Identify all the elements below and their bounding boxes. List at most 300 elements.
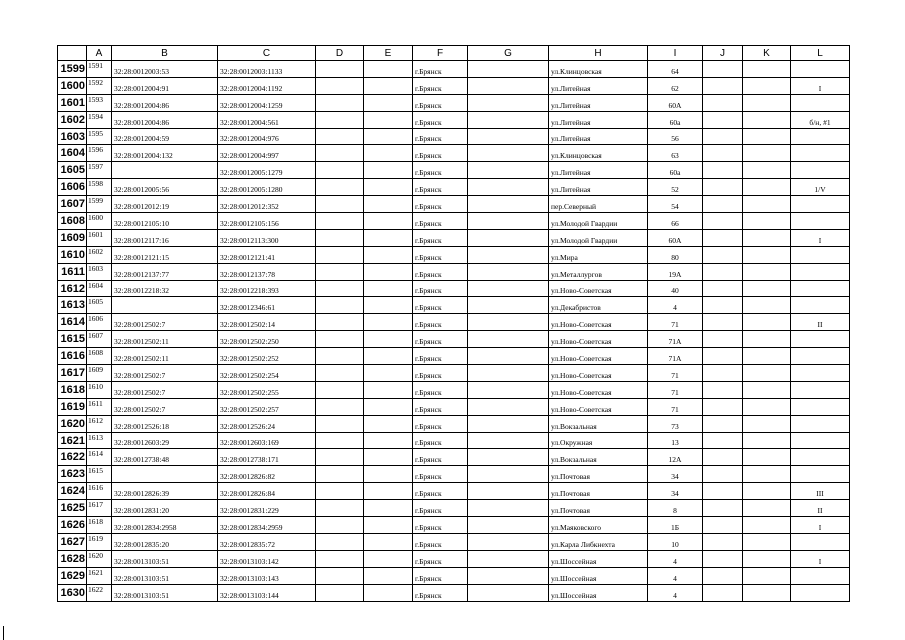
- cell-l[interactable]: [791, 584, 850, 601]
- cell-a[interactable]: 1599: [87, 196, 112, 213]
- cell-k[interactable]: [743, 533, 791, 550]
- cell-b[interactable]: 32:28:0013103:51: [112, 550, 218, 567]
- cell-c[interactable]: 32:28:0012004:997: [218, 145, 316, 162]
- cell-i[interactable]: 60а: [648, 162, 703, 179]
- cell-j[interactable]: [703, 128, 743, 145]
- cell-h[interactable]: ул.Маяковского: [549, 517, 648, 534]
- cell-e[interactable]: [364, 213, 413, 230]
- row-number[interactable]: 1607: [58, 196, 87, 213]
- cell-b[interactable]: 32:28:0012502:7: [112, 314, 218, 331]
- cell-h[interactable]: ул.Клинцовская: [549, 145, 648, 162]
- cell-i[interactable]: 1Б: [648, 517, 703, 534]
- row-number[interactable]: 1622: [58, 449, 87, 466]
- cell-a[interactable]: 1596: [87, 145, 112, 162]
- row-number[interactable]: 1621: [58, 432, 87, 449]
- cell-j[interactable]: [703, 550, 743, 567]
- cell-h[interactable]: ул.Ново-Советская: [549, 331, 648, 348]
- row-number[interactable]: 1608: [58, 213, 87, 230]
- cell-d[interactable]: [316, 128, 364, 145]
- row-number[interactable]: 1629: [58, 567, 87, 584]
- cell-f[interactable]: г.Брянск: [413, 398, 468, 415]
- cell-l[interactable]: I: [791, 77, 850, 94]
- cell-j[interactable]: [703, 567, 743, 584]
- cell-b[interactable]: [112, 466, 218, 483]
- cell-l[interactable]: I: [791, 550, 850, 567]
- cell-e[interactable]: [364, 550, 413, 567]
- cell-k[interactable]: [743, 432, 791, 449]
- cell-i[interactable]: 12А: [648, 449, 703, 466]
- cell-c[interactable]: 32:28:0012113:300: [218, 229, 316, 246]
- cell-a[interactable]: 1593: [87, 94, 112, 111]
- cell-l[interactable]: [791, 94, 850, 111]
- cell-f[interactable]: г.Брянск: [413, 331, 468, 348]
- column-header-g[interactable]: G: [468, 46, 549, 61]
- cell-b[interactable]: 32:28:0012004:86: [112, 94, 218, 111]
- cell-j[interactable]: [703, 381, 743, 398]
- cell-f[interactable]: г.Брянск: [413, 196, 468, 213]
- cell-k[interactable]: [743, 415, 791, 432]
- cell-l[interactable]: II: [791, 314, 850, 331]
- cell-b[interactable]: 32:28:0012502:11: [112, 348, 218, 365]
- cell-b[interactable]: 32:28:0012105:10: [112, 213, 218, 230]
- cell-a[interactable]: 1622: [87, 584, 112, 601]
- row-number[interactable]: 1605: [58, 162, 87, 179]
- cell-a[interactable]: 1598: [87, 179, 112, 196]
- cell-j[interactable]: [703, 415, 743, 432]
- cell-h[interactable]: ул.Декабристов: [549, 297, 648, 314]
- cell-j[interactable]: [703, 398, 743, 415]
- cell-g[interactable]: [468, 128, 549, 145]
- cell-g[interactable]: [468, 263, 549, 280]
- cell-b[interactable]: 32:28:0013103:51: [112, 567, 218, 584]
- cell-f[interactable]: г.Брянск: [413, 365, 468, 382]
- cell-h[interactable]: ул.Окружная: [549, 432, 648, 449]
- cell-f[interactable]: г.Брянск: [413, 179, 468, 196]
- cell-g[interactable]: [468, 567, 549, 584]
- cell-j[interactable]: [703, 162, 743, 179]
- cell-d[interactable]: [316, 517, 364, 534]
- row-number[interactable]: 1611: [58, 263, 87, 280]
- cell-c[interactable]: 32:28:0012105:156: [218, 213, 316, 230]
- cell-a[interactable]: 1613: [87, 432, 112, 449]
- cell-h[interactable]: ул.Литейная: [549, 162, 648, 179]
- cell-i[interactable]: 71: [648, 381, 703, 398]
- row-number[interactable]: 1602: [58, 111, 87, 128]
- cell-c[interactable]: 32:28:0012826:84: [218, 483, 316, 500]
- cell-e[interactable]: [364, 196, 413, 213]
- cell-d[interactable]: [316, 533, 364, 550]
- cell-b[interactable]: 32:28:0012218:32: [112, 280, 218, 297]
- cell-i[interactable]: 71А: [648, 348, 703, 365]
- cell-h[interactable]: ул.Клинцовская: [549, 61, 648, 78]
- cell-k[interactable]: [743, 517, 791, 534]
- cell-e[interactable]: [364, 533, 413, 550]
- cell-l[interactable]: [791, 432, 850, 449]
- cell-i[interactable]: 8: [648, 500, 703, 517]
- cell-k[interactable]: [743, 398, 791, 415]
- cell-d[interactable]: [316, 584, 364, 601]
- cell-f[interactable]: г.Брянск: [413, 432, 468, 449]
- cell-c[interactable]: 32:28:0012502:250: [218, 331, 316, 348]
- cell-f[interactable]: г.Брянск: [413, 61, 468, 78]
- cell-k[interactable]: [743, 145, 791, 162]
- cell-g[interactable]: [468, 381, 549, 398]
- cell-a[interactable]: 1614: [87, 449, 112, 466]
- row-number[interactable]: 1600: [58, 77, 87, 94]
- cell-g[interactable]: [468, 162, 549, 179]
- cell-h[interactable]: ул.Шоссейная: [549, 567, 648, 584]
- cell-f[interactable]: г.Брянск: [413, 381, 468, 398]
- cell-c[interactable]: 32:28:0013103:142: [218, 550, 316, 567]
- column-header-h[interactable]: H: [549, 46, 648, 61]
- cell-f[interactable]: г.Брянск: [413, 533, 468, 550]
- cell-a[interactable]: 1604: [87, 280, 112, 297]
- cell-i[interactable]: 4: [648, 297, 703, 314]
- cell-g[interactable]: [468, 331, 549, 348]
- cell-l[interactable]: I: [791, 517, 850, 534]
- cell-e[interactable]: [364, 263, 413, 280]
- cell-a[interactable]: 1594: [87, 111, 112, 128]
- column-header-k[interactable]: K: [743, 46, 791, 61]
- cell-l[interactable]: [791, 567, 850, 584]
- cell-c[interactable]: 32:28:0012005:1279: [218, 162, 316, 179]
- cell-g[interactable]: [468, 533, 549, 550]
- cell-b[interactable]: 32:28:0012603:29: [112, 432, 218, 449]
- cell-i[interactable]: 71: [648, 398, 703, 415]
- cell-f[interactable]: г.Брянск: [413, 500, 468, 517]
- cell-b[interactable]: [112, 297, 218, 314]
- cell-h[interactable]: ул.Литейная: [549, 77, 648, 94]
- row-number[interactable]: 1616: [58, 348, 87, 365]
- cell-g[interactable]: [468, 584, 549, 601]
- cell-a[interactable]: 1612: [87, 415, 112, 432]
- cell-a[interactable]: 1591: [87, 61, 112, 78]
- cell-k[interactable]: [743, 280, 791, 297]
- cell-l[interactable]: [791, 415, 850, 432]
- row-number[interactable]: 1617: [58, 365, 87, 382]
- cell-a[interactable]: 1600: [87, 213, 112, 230]
- corner-header[interactable]: [58, 46, 87, 61]
- cell-j[interactable]: [703, 533, 743, 550]
- cell-h[interactable]: ул.Вокзальная: [549, 449, 648, 466]
- cell-i[interactable]: 71: [648, 314, 703, 331]
- cell-c[interactable]: 32:28:0012121:41: [218, 246, 316, 263]
- cell-h[interactable]: ул.Шоссейная: [549, 584, 648, 601]
- cell-d[interactable]: [316, 61, 364, 78]
- row-number[interactable]: 1619: [58, 398, 87, 415]
- cell-k[interactable]: [743, 483, 791, 500]
- cell-i[interactable]: 10: [648, 533, 703, 550]
- cell-e[interactable]: [364, 128, 413, 145]
- cell-h[interactable]: ул.Ново-Советская: [549, 398, 648, 415]
- cell-f[interactable]: г.Брянск: [413, 584, 468, 601]
- cell-j[interactable]: [703, 196, 743, 213]
- cell-e[interactable]: [364, 567, 413, 584]
- cell-c[interactable]: 32:28:0012502:257: [218, 398, 316, 415]
- cell-g[interactable]: [468, 280, 549, 297]
- cell-l[interactable]: [791, 381, 850, 398]
- cell-e[interactable]: [364, 229, 413, 246]
- cell-i[interactable]: 64: [648, 61, 703, 78]
- cell-j[interactable]: [703, 432, 743, 449]
- row-number[interactable]: 1603: [58, 128, 87, 145]
- row-number[interactable]: 1623: [58, 466, 87, 483]
- cell-f[interactable]: г.Брянск: [413, 466, 468, 483]
- cell-d[interactable]: [316, 280, 364, 297]
- cell-b[interactable]: [112, 162, 218, 179]
- cell-j[interactable]: [703, 500, 743, 517]
- cell-i[interactable]: 71А: [648, 331, 703, 348]
- cell-l[interactable]: [791, 466, 850, 483]
- cell-l[interactable]: [791, 348, 850, 365]
- cell-g[interactable]: [468, 246, 549, 263]
- cell-b[interactable]: 32:28:0012012:19: [112, 196, 218, 213]
- cell-f[interactable]: г.Брянск: [413, 128, 468, 145]
- cell-j[interactable]: [703, 111, 743, 128]
- cell-f[interactable]: г.Брянск: [413, 567, 468, 584]
- row-number[interactable]: 1609: [58, 229, 87, 246]
- cell-k[interactable]: [743, 297, 791, 314]
- cell-d[interactable]: [316, 483, 364, 500]
- cell-l[interactable]: [791, 246, 850, 263]
- cell-k[interactable]: [743, 567, 791, 584]
- cell-b[interactable]: 32:28:0012526:18: [112, 415, 218, 432]
- cell-l[interactable]: [791, 365, 850, 382]
- cell-k[interactable]: [743, 348, 791, 365]
- cell-l[interactable]: II: [791, 500, 850, 517]
- cell-e[interactable]: [364, 466, 413, 483]
- cell-g[interactable]: [468, 94, 549, 111]
- cell-a[interactable]: 1609: [87, 365, 112, 382]
- cell-h[interactable]: ул.Ново-Советская: [549, 365, 648, 382]
- cell-f[interactable]: г.Брянск: [413, 550, 468, 567]
- cell-l[interactable]: [791, 398, 850, 415]
- row-number[interactable]: 1615: [58, 331, 87, 348]
- cell-h[interactable]: пер.Северный: [549, 196, 648, 213]
- row-number[interactable]: 1626: [58, 517, 87, 534]
- cell-c[interactable]: 32:28:0012738:171: [218, 449, 316, 466]
- cell-g[interactable]: [468, 314, 549, 331]
- cell-l[interactable]: 1/V: [791, 179, 850, 196]
- cell-d[interactable]: [316, 550, 364, 567]
- cell-j[interactable]: [703, 280, 743, 297]
- cell-f[interactable]: г.Брянск: [413, 162, 468, 179]
- cell-g[interactable]: [468, 449, 549, 466]
- cell-k[interactable]: [743, 449, 791, 466]
- cell-d[interactable]: [316, 77, 364, 94]
- cell-k[interactable]: [743, 365, 791, 382]
- cell-g[interactable]: [468, 213, 549, 230]
- cell-j[interactable]: [703, 365, 743, 382]
- cell-i[interactable]: 34: [648, 466, 703, 483]
- cell-b[interactable]: 32:28:0012004:59: [112, 128, 218, 145]
- cell-c[interactable]: 32:28:0012526:24: [218, 415, 316, 432]
- cell-b[interactable]: 32:28:0012826:39: [112, 483, 218, 500]
- cell-f[interactable]: г.Брянск: [413, 229, 468, 246]
- cell-b[interactable]: 32:28:0012117:16: [112, 229, 218, 246]
- cell-l[interactable]: [791, 145, 850, 162]
- cell-i[interactable]: 60А: [648, 94, 703, 111]
- cell-c[interactable]: 32:28:0012502:255: [218, 381, 316, 398]
- cell-f[interactable]: г.Брянск: [413, 415, 468, 432]
- cell-b[interactable]: 32:28:0012502:7: [112, 365, 218, 382]
- cell-l[interactable]: [791, 128, 850, 145]
- cell-f[interactable]: г.Брянск: [413, 517, 468, 534]
- cell-l[interactable]: III: [791, 483, 850, 500]
- cell-j[interactable]: [703, 331, 743, 348]
- cell-l[interactable]: I: [791, 229, 850, 246]
- cell-e[interactable]: [364, 314, 413, 331]
- cell-c[interactable]: 32:28:0012831:229: [218, 500, 316, 517]
- cell-e[interactable]: [364, 348, 413, 365]
- cell-i[interactable]: 62: [648, 77, 703, 94]
- cell-g[interactable]: [468, 432, 549, 449]
- cell-d[interactable]: [316, 398, 364, 415]
- cell-j[interactable]: [703, 483, 743, 500]
- cell-c[interactable]: 32:28:0012004:1192: [218, 77, 316, 94]
- cell-g[interactable]: [468, 466, 549, 483]
- cell-f[interactable]: г.Брянск: [413, 314, 468, 331]
- cell-j[interactable]: [703, 229, 743, 246]
- cell-e[interactable]: [364, 398, 413, 415]
- column-header-d[interactable]: D: [316, 46, 364, 61]
- cell-a[interactable]: 1595: [87, 128, 112, 145]
- cell-e[interactable]: [364, 381, 413, 398]
- column-header-i[interactable]: I: [648, 46, 703, 61]
- cell-j[interactable]: [703, 61, 743, 78]
- cell-f[interactable]: г.Брянск: [413, 246, 468, 263]
- cell-h[interactable]: ул.Молодой Гвардии: [549, 213, 648, 230]
- cell-f[interactable]: г.Брянск: [413, 483, 468, 500]
- cell-d[interactable]: [316, 162, 364, 179]
- cell-k[interactable]: [743, 77, 791, 94]
- cell-h[interactable]: ул.Почтовая: [549, 483, 648, 500]
- cell-i[interactable]: 34: [648, 483, 703, 500]
- cell-j[interactable]: [703, 263, 743, 280]
- column-header-e[interactable]: E: [364, 46, 413, 61]
- cell-c[interactable]: 32:28:0012834:2959: [218, 517, 316, 534]
- cell-c[interactable]: 32:28:0012137:78: [218, 263, 316, 280]
- cell-e[interactable]: [364, 94, 413, 111]
- cell-e[interactable]: [364, 162, 413, 179]
- cell-i[interactable]: 52: [648, 179, 703, 196]
- cell-i[interactable]: 66: [648, 213, 703, 230]
- cell-i[interactable]: 19А: [648, 263, 703, 280]
- cell-j[interactable]: [703, 348, 743, 365]
- cell-e[interactable]: [364, 246, 413, 263]
- cell-b[interactable]: 32:28:0012005:56: [112, 179, 218, 196]
- cell-j[interactable]: [703, 466, 743, 483]
- cell-f[interactable]: г.Брянск: [413, 94, 468, 111]
- cell-g[interactable]: [468, 196, 549, 213]
- cell-a[interactable]: 1592: [87, 77, 112, 94]
- cell-c[interactable]: 32:28:0012004:976: [218, 128, 316, 145]
- cell-a[interactable]: 1615: [87, 466, 112, 483]
- cell-h[interactable]: ул.Вокзальная: [549, 415, 648, 432]
- cell-k[interactable]: [743, 246, 791, 263]
- cell-a[interactable]: 1607: [87, 331, 112, 348]
- cell-f[interactable]: г.Брянск: [413, 280, 468, 297]
- cell-e[interactable]: [364, 111, 413, 128]
- cell-l[interactable]: [791, 331, 850, 348]
- cell-k[interactable]: [743, 331, 791, 348]
- cell-f[interactable]: г.Брянск: [413, 348, 468, 365]
- cell-c[interactable]: 32:28:0012218:393: [218, 280, 316, 297]
- cell-b[interactable]: 32:28:0013103:51: [112, 584, 218, 601]
- row-number[interactable]: 1601: [58, 94, 87, 111]
- cell-i[interactable]: 60А: [648, 229, 703, 246]
- cell-b[interactable]: 32:28:0012502:7: [112, 398, 218, 415]
- cell-l[interactable]: [791, 263, 850, 280]
- cell-e[interactable]: [364, 365, 413, 382]
- cell-b[interactable]: 32:28:0012004:91: [112, 77, 218, 94]
- column-header-c[interactable]: C: [218, 46, 316, 61]
- cell-g[interactable]: [468, 179, 549, 196]
- cell-i[interactable]: 40: [648, 280, 703, 297]
- cell-h[interactable]: ул.Литейная: [549, 128, 648, 145]
- cell-a[interactable]: 1606: [87, 314, 112, 331]
- cell-g[interactable]: [468, 365, 549, 382]
- cell-j[interactable]: [703, 449, 743, 466]
- row-number[interactable]: 1613: [58, 297, 87, 314]
- row-number[interactable]: 1628: [58, 550, 87, 567]
- cell-i[interactable]: 80: [648, 246, 703, 263]
- row-number[interactable]: 1604: [58, 145, 87, 162]
- cell-l[interactable]: [791, 196, 850, 213]
- cell-i[interactable]: 54: [648, 196, 703, 213]
- row-number[interactable]: 1627: [58, 533, 87, 550]
- cell-e[interactable]: [364, 500, 413, 517]
- cell-d[interactable]: [316, 94, 364, 111]
- cell-h[interactable]: ул.Литейная: [549, 179, 648, 196]
- row-number[interactable]: 1612: [58, 280, 87, 297]
- cell-k[interactable]: [743, 229, 791, 246]
- cell-d[interactable]: [316, 297, 364, 314]
- cell-e[interactable]: [364, 584, 413, 601]
- cell-l[interactable]: [791, 449, 850, 466]
- cell-a[interactable]: 1603: [87, 263, 112, 280]
- cell-d[interactable]: [316, 500, 364, 517]
- cell-d[interactable]: [316, 365, 364, 382]
- cell-a[interactable]: 1621: [87, 567, 112, 584]
- cell-k[interactable]: [743, 314, 791, 331]
- row-number[interactable]: 1599: [58, 61, 87, 78]
- cell-c[interactable]: 32:28:0012502:252: [218, 348, 316, 365]
- cell-g[interactable]: [468, 297, 549, 314]
- row-number[interactable]: 1614: [58, 314, 87, 331]
- cell-d[interactable]: [316, 213, 364, 230]
- row-number[interactable]: 1610: [58, 246, 87, 263]
- cell-a[interactable]: 1611: [87, 398, 112, 415]
- cell-k[interactable]: [743, 381, 791, 398]
- cell-e[interactable]: [364, 77, 413, 94]
- cell-a[interactable]: 1620: [87, 550, 112, 567]
- cell-b[interactable]: 32:28:0012502:11: [112, 331, 218, 348]
- cell-l[interactable]: [791, 61, 850, 78]
- cell-b[interactable]: 32:28:0012004:86: [112, 111, 218, 128]
- cell-c[interactable]: 32:28:0012502:14: [218, 314, 316, 331]
- column-header-a[interactable]: A: [87, 46, 112, 61]
- cell-c[interactable]: 32:28:0013103:144: [218, 584, 316, 601]
- cell-d[interactable]: [316, 263, 364, 280]
- cell-g[interactable]: [468, 111, 549, 128]
- cell-d[interactable]: [316, 246, 364, 263]
- cell-d[interactable]: [316, 381, 364, 398]
- cell-h[interactable]: ул.Шоссейная: [549, 550, 648, 567]
- cell-k[interactable]: [743, 550, 791, 567]
- cell-l[interactable]: [791, 280, 850, 297]
- cell-j[interactable]: [703, 584, 743, 601]
